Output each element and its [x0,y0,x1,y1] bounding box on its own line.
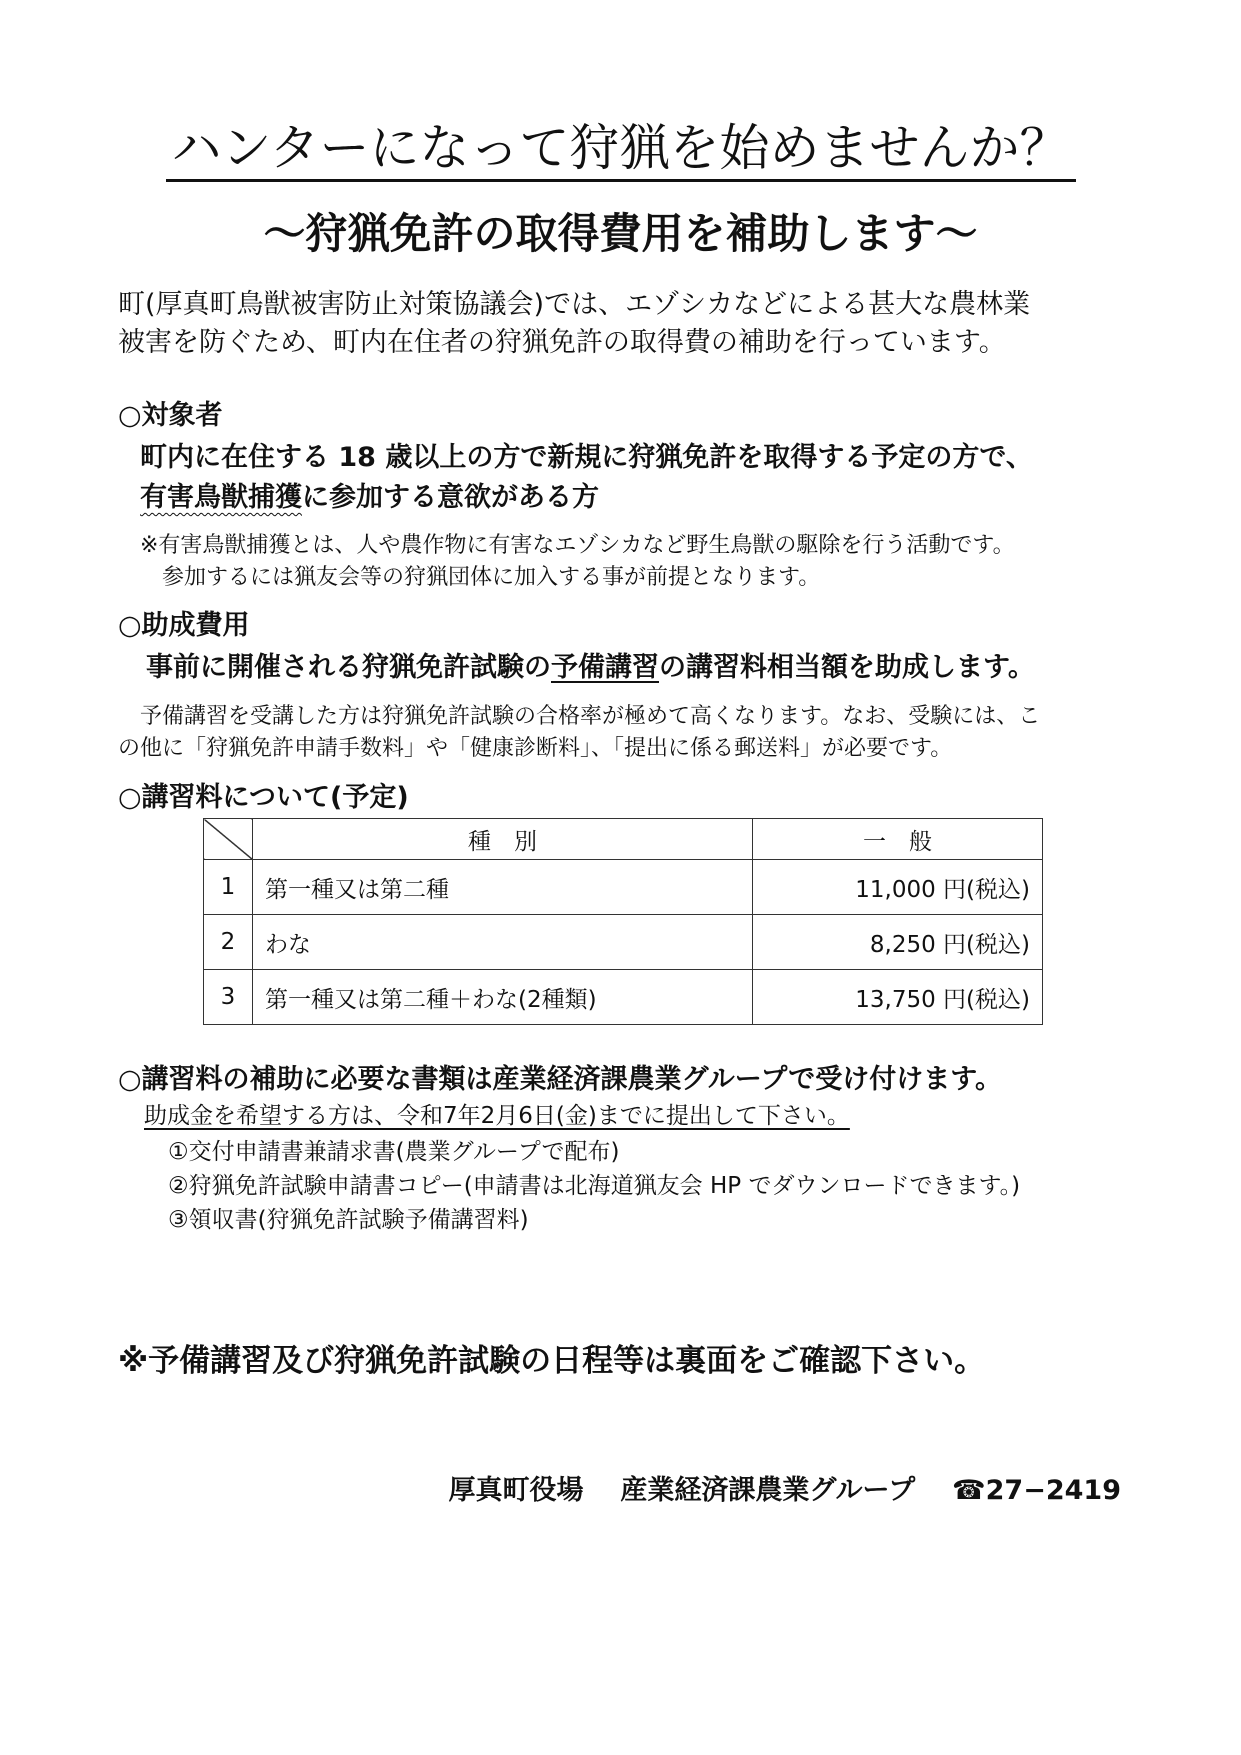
fees-heading: ○講習料について(予定) [118,782,409,813]
table-row [204,970,1043,1025]
subsidy-line [146,650,1035,686]
fee-name: 第一種又は第二種 [253,860,753,915]
target-line-2-rest: に参加する意欲がある方 [302,482,599,513]
fee-name: わな [253,915,753,970]
fees-col-type: 種 別 [253,819,753,860]
list-item: ③領収書(狩猟免許試験予備講習料) [168,1207,529,1233]
page-title-text: ハンターになって狩猟を始めませんか？ [166,119,1076,182]
fee-no: 1 [204,860,253,915]
fees-header-row [204,819,1043,860]
fees-col-general: 一 般 [753,819,1043,860]
list-item: ①交付申請書兼請求書(農業グループで配布) [168,1139,620,1165]
documents-heading: ○講習料の補助に必要な書類は産業経済課農業グループで受け付けます。 [118,1064,1003,1095]
subsidy-line-pre: 事前に開催される狩猟免許試験の [146,652,551,683]
target-line-1: 町内に在住する 18 歳以上の方で新規に狩猟免許を取得する予定の方で、 [140,442,1033,473]
footer-department: 産業経済課農業グループ [620,1475,916,1506]
footer-office: 厚真町役場 [448,1475,584,1506]
fees-corner-cell [204,819,253,860]
target-term: 有害鳥獣捕獲 [140,482,302,513]
page-title [0,118,1241,178]
subsidy-term: 予備講習 [551,652,659,683]
fee-no: 3 [204,970,253,1025]
footer-phone: ☎27−2419 [952,1475,1121,1506]
fees-table [203,818,1043,1025]
intro-line-2: 被害を防ぐため、町内在住者の狩猟免許の取得費の補助を行っています。 [118,327,1006,358]
fee-price: 8,250 円(税込) [753,915,1043,970]
target-note-1: ※有害鳥獣捕獲とは、人や農作物に有害なエゾシカなど野生鳥獣の駆除を行う活動です。 [140,533,1015,558]
table-row [204,915,1043,970]
page-subtitle: 〜狩猟免許の取得費用を補助します〜 [263,209,978,258]
documents-deadline: 助成金を希望する方は、令和7年2月6日(金)までに提出して下さい。 [144,1103,850,1129]
subsidy-note-1: 予備講習を受講した方は狩猟免許試験の合格率が極めて高くなります。なお、受験には、こ [140,704,1041,729]
subsidy-heading: ○助成費用 [118,610,250,641]
schedule-note: ※予備講習及び狩猟免許試験の日程等は裏面をご確認下さい。 [118,1343,986,1379]
fee-price: 13,750 円(税込) [753,970,1043,1025]
fee-no: 2 [204,915,253,970]
list-item: ②狩猟免許試験申請書コピー(申請書は北海道猟友会 HP でダウンロードできます。) [168,1173,1021,1199]
intro-line-1: 町(厚真町鳥獣被害防止対策協議会)では、エゾシカなどによる甚大な農林業 [118,289,1031,320]
table-row [204,860,1043,915]
contact-footer [449,1468,1121,1507]
target-note-2: 参加するには猟友会等の狩猟団体に加入する事が前提となります。 [162,565,821,590]
subsidy-line-post: の講習料相当額を助成します。 [659,652,1035,683]
target-heading: ○対象者 [118,400,223,431]
fee-price: 11,000 円(税込) [753,860,1043,915]
fee-name: 第一種又は第二種＋わな(2種類) [253,970,753,1025]
subsidy-note-2: の他に「狩猟免許申請手数料」や「健康診断料」、「提出に係る郵送料」が必要です。 [118,736,953,761]
target-line-2 [140,480,599,516]
